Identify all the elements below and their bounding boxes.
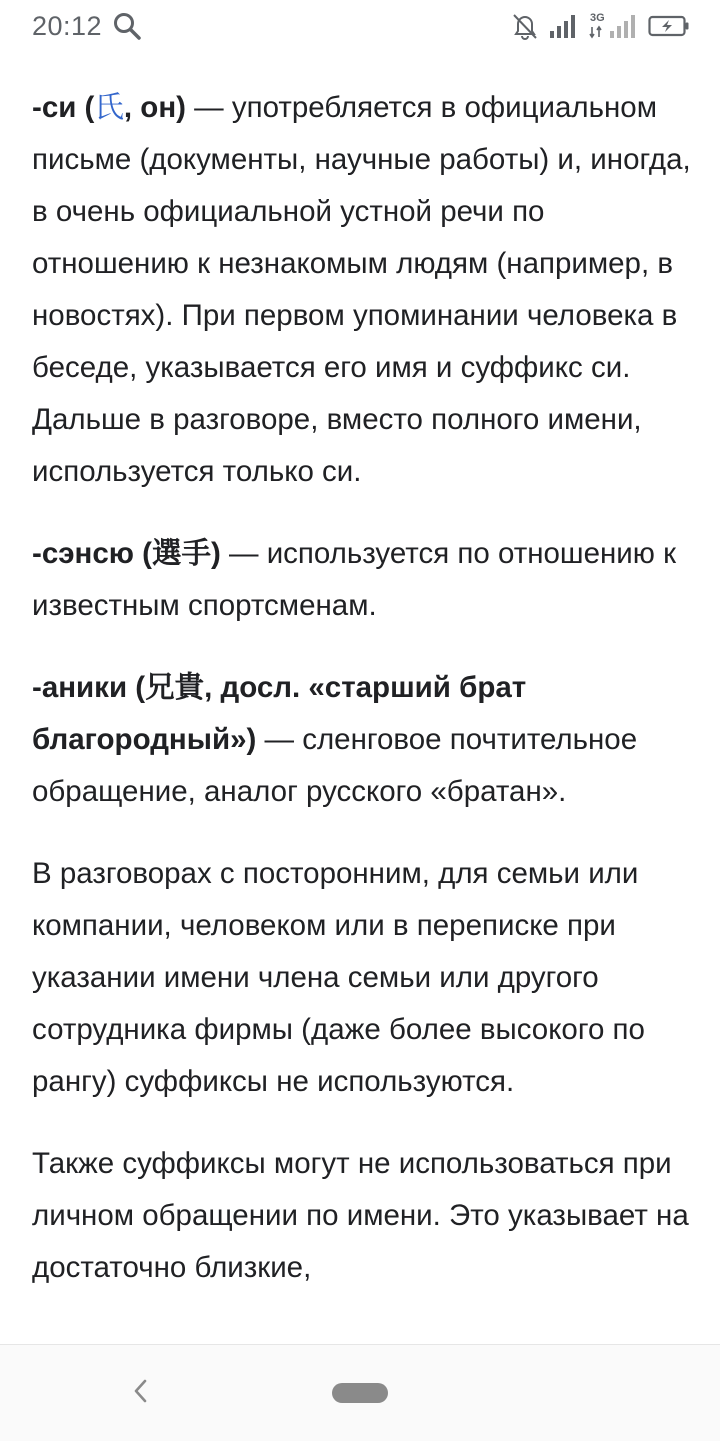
status-time: 20:12 (32, 10, 103, 41)
article-content (32, 82, 692, 1324)
term-close: , он) (123, 91, 186, 124)
paragraph-text: — употребляется в официальном письме (документы, научные работы) и, иногда, в очень официальной устной речи по отношению к незнакомым людям (например, в новостях). При первом упоминании человека в беседе, указывается его имя и суффикс си. Дальше в разговоре, вместо полного имени, используется только си. (32, 91, 691, 488)
status-bar (0, 0, 720, 52)
paragraph-text: В разговорах с посторонним, для семьи или компании, человеком или в переписке при указании имени члена семьи или другого сотрудника фирмы (даже более высокого по рангу) суффиксы не используются. (32, 857, 645, 1098)
paragraph-senshu (32, 528, 692, 632)
bell-off-icon (512, 12, 538, 40)
paragraph-family (32, 848, 692, 1108)
status-icons (512, 12, 690, 40)
paragraph-text: — сленговое почтительное обращение, аналог русского «братан». (32, 723, 638, 808)
home-pill-button[interactable] (332, 1383, 388, 1403)
paragraph-personal (32, 1138, 692, 1294)
term-heading: -аники (兄貴, досл. «старший брат благородный») (32, 671, 527, 756)
back-button[interactable] (124, 1375, 156, 1411)
kanji-link[interactable]: 氏 (94, 91, 124, 124)
navigation-bar (0, 1344, 720, 1441)
paragraph-si (32, 82, 692, 498)
term-heading (32, 91, 186, 124)
network-label: 3G (590, 12, 605, 24)
paragraph-text: — используется по отношению к известным спортсменам. (32, 537, 676, 622)
chevron-left-icon (132, 1378, 148, 1409)
paragraph-text: Также суффиксы могут не использоваться при личном обращении по имени. Это указывает на достаточно близкие, (32, 1147, 689, 1284)
term-open: -си ( (32, 91, 95, 124)
signal-icon (548, 13, 578, 39)
search-icon[interactable] (112, 11, 142, 41)
battery-charging-icon (648, 14, 690, 38)
signal-3g-icon (588, 13, 638, 39)
term-heading: -сэнсю (選手) (32, 537, 221, 570)
paragraph-aniki (32, 662, 692, 818)
